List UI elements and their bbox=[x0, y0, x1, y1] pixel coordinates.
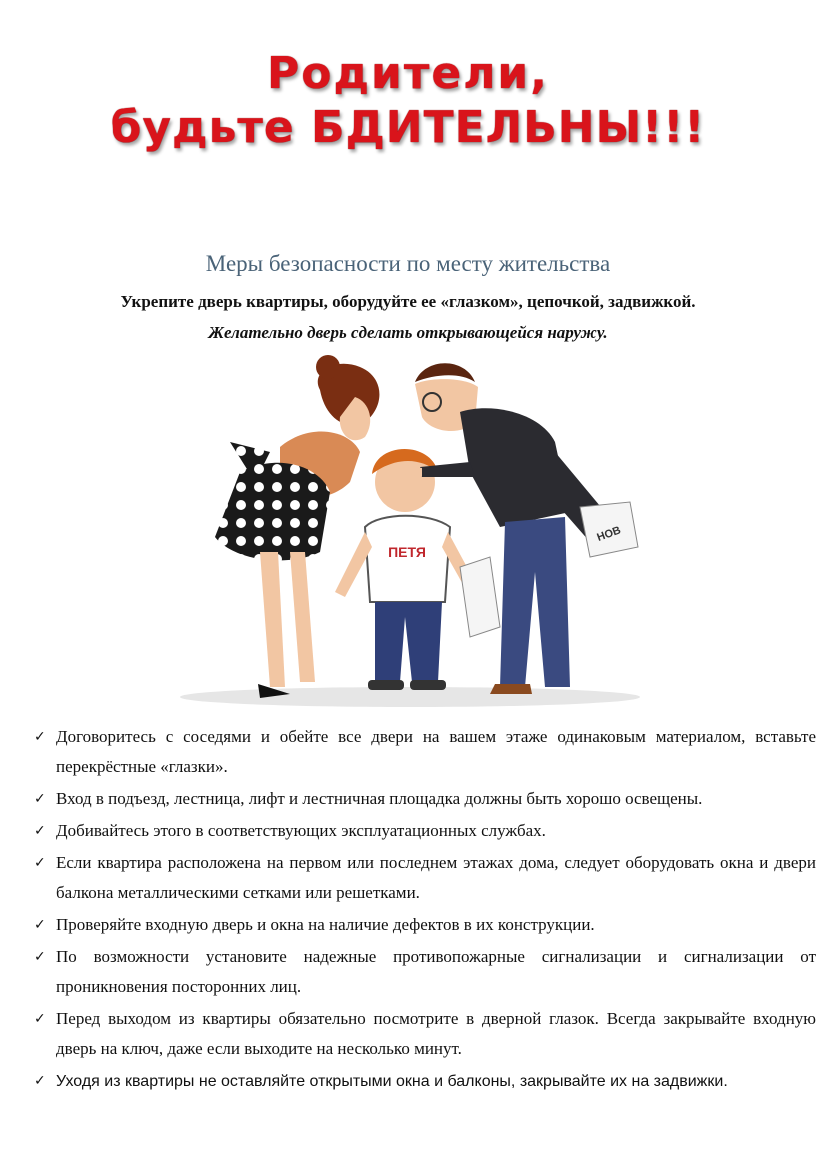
checkmark-icon: ✓ bbox=[34, 917, 46, 933]
list-item: ✓ Перед выходом из квартиры обязательно посмотрите в дверной глазок. Всегда закрывайте входную дверь на ключ, даже если выходите на несколько минут. bbox=[34, 1004, 816, 1064]
shirt-label: ПЕТЯ bbox=[388, 544, 426, 560]
page-headline bbox=[0, 48, 816, 156]
list-item: ✓ Договоритесь с соседями и обейте все двери на вашем этаже одинаковым материалом, вставьте перекрёстные «глазки». bbox=[34, 722, 816, 782]
family-illustration bbox=[160, 352, 656, 712]
lead-line-1: Укрепите дверь квартиры, оборудуйте ее «глазком», цепочкой, задвижкой. bbox=[120, 292, 696, 311]
checkmark-icon: ✓ bbox=[34, 729, 46, 745]
safety-tips-list bbox=[34, 722, 816, 1099]
mother-figure bbox=[215, 355, 379, 698]
headline-line-2: будьте БДИТЕЛЬНЫ!!! bbox=[110, 102, 706, 153]
list-item: ✓ Вход в подъезд, лестница, лифт и лестничная площадка должны быть хорошо освещены. bbox=[34, 784, 816, 814]
checkmark-icon: ✓ bbox=[34, 949, 46, 965]
checkmark-icon: ✓ bbox=[34, 855, 46, 871]
list-item: ✓ Проверяйте входную дверь и окна на наличие дефектов в их конструкции. bbox=[34, 910, 816, 940]
list-item: ✓ Добивайтесь этого в соответствующих эксплуатационных службах. bbox=[34, 816, 816, 846]
list-item: ✓ Если квартира расположена на первом или последнем этажах дома, следует оборудовать окна и двери балкона металлическими сетками или решетками. bbox=[34, 848, 816, 908]
list-item: ✓ Уходя из квартиры не оставляйте открытыми окна и балконы, закрывайте их на задвижки. bbox=[34, 1066, 816, 1097]
checkmark-icon: ✓ bbox=[34, 791, 46, 807]
section-subtitle: Меры безопасности по месту жительства bbox=[205, 251, 611, 276]
headline-line-1: Родители, bbox=[267, 48, 549, 99]
boy-figure bbox=[335, 449, 500, 690]
newspaper-label: НОВ bbox=[595, 524, 623, 545]
checkmark-icon: ✓ bbox=[34, 823, 46, 839]
checkmark-icon: ✓ bbox=[34, 1073, 46, 1089]
list-item: ✓ По возможности установите надежные противопожарные сигнализации и сигнализации от проникновения посторонних лиц. bbox=[34, 942, 816, 1002]
checkmark-icon: ✓ bbox=[34, 1011, 46, 1027]
lead-line-2: Желательно дверь сделать открывающейся наружу. bbox=[208, 323, 608, 342]
